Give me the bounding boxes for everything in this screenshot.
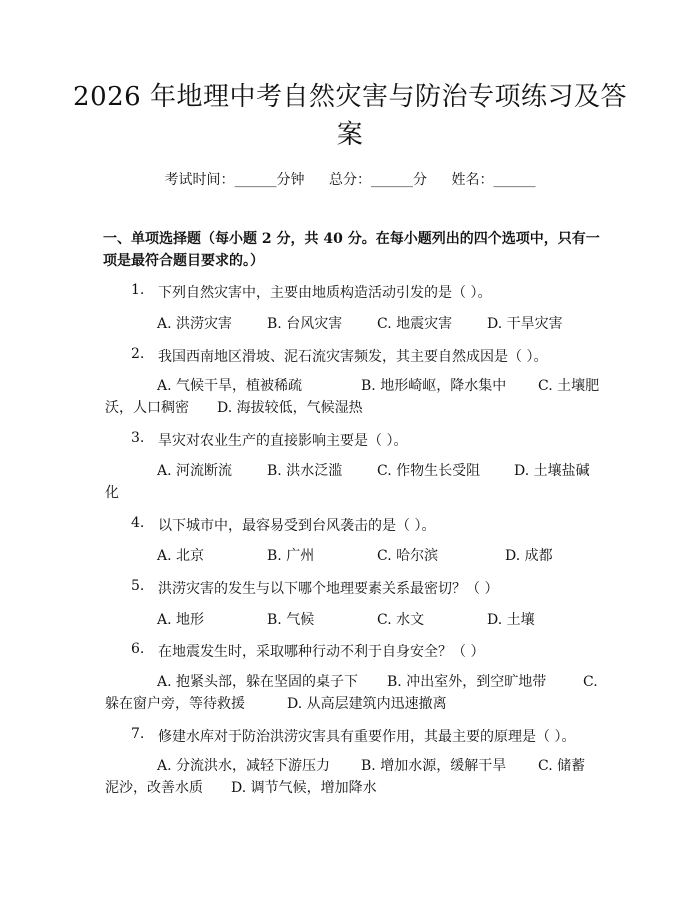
question-7-options — [105, 755, 605, 799]
question-text: 在地震发生时，采取哪种行动不利于自身安全？（ ） — [158, 644, 485, 660]
option-a: A. 气候干旱，植被稀疏 — [157, 378, 303, 394]
option-c: C. 土壤肥 — [538, 378, 600, 394]
option-b: B. 洪水泛滥 — [267, 463, 343, 479]
option-c: C. — [583, 674, 598, 690]
question-6-options — [105, 671, 605, 715]
question-number: 4. — [131, 515, 145, 531]
option-c: C. 哈尔滨 — [377, 548, 439, 564]
question-text: 我国西南地区滑坡、泥石流灾害频发，其主要自然成因是（ ）。 — [158, 349, 548, 365]
option-c: C. 储蓄 — [538, 758, 586, 774]
question-number: 6. — [131, 641, 145, 657]
question-number: 7. — [131, 726, 145, 742]
option-d: D. 成都 — [505, 548, 553, 564]
option-d: D. 从高层建筑内迅速撤离 — [287, 696, 447, 712]
exam-time: 考试时间：______分钟 — [164, 172, 305, 188]
option-b: B. 冲出室外，到空旷地带 — [387, 674, 547, 690]
option-a: A. 河流断流 — [157, 463, 233, 479]
option-d: D. 土壤 — [487, 612, 535, 628]
question-number: 2. — [131, 346, 145, 362]
option-c: C. 作物生长受阻 — [377, 463, 481, 479]
option-d: D. 海拔较低，气候湿热 — [217, 400, 363, 416]
question-4-options — [105, 545, 605, 567]
question-text: 旱灾对农业生产的直接影响主要是（ ）。 — [158, 433, 408, 449]
option-b: B. 广州 — [267, 548, 315, 564]
question-text: 以下城市中，最容易受到台风袭击的是（ ）。 — [158, 518, 436, 534]
question-2-options — [105, 375, 605, 419]
option-b: B. 气候 — [267, 612, 315, 628]
exam-total-score: 总分：______分 — [329, 172, 427, 188]
student-name: 姓名：______ — [451, 172, 536, 188]
question-3-options — [105, 460, 605, 504]
document-title: 2026 年地理中考自然灾害与防治专项练习及答案 — [73, 82, 627, 150]
option-a: A. 地形 — [157, 612, 205, 628]
question-1-options — [105, 313, 605, 335]
option-d: D. 干旱灾害 — [487, 316, 563, 332]
option-c-continued: 躲在窗户旁，等待救援 — [105, 696, 245, 712]
option-d: D. 土壤盐碱 — [514, 463, 590, 479]
option-c-continued: 沃，人口稠密 — [105, 400, 189, 416]
option-c: C. 地震灾害 — [377, 316, 453, 332]
question-text: 下列自然灾害中，主要由地质构造活动引发的是（ ）。 — [158, 285, 492, 301]
option-a: A. 抱紧头部，躲在坚固的桌子下 — [157, 674, 359, 690]
option-a: A. 分流洪水，减轻下游压力 — [157, 758, 331, 774]
option-d: D. 调节气候，增加降水 — [231, 780, 377, 796]
question-5-options — [105, 609, 605, 631]
question-number: 5. — [131, 578, 145, 594]
question-number: 3. — [131, 430, 145, 446]
exam-meta — [0, 169, 700, 189]
option-a: A. 洪涝灾害 — [157, 316, 233, 332]
option-c: C. 水文 — [377, 612, 425, 628]
option-c-continued: 泥沙，改善水质 — [105, 780, 203, 796]
option-b: B. 地形崎岖，降水集中 — [361, 378, 507, 394]
option-d-continued: 化 — [105, 485, 119, 501]
section-heading: 一、单项选择题（每小题 2 分，共 40 分。在每小题列出的四个选项中，只有一项是最符合题目要求的。） — [103, 231, 600, 269]
option-b: B. 增加水源，缓解干旱 — [361, 758, 507, 774]
question-text: 修建水库对于防治洪涝灾害具有重要作用，其最主要的原理是（ ）。 — [158, 729, 576, 745]
question-text: 洪涝灾害的发生与以下哪个地理要素关系最密切？（ ） — [158, 581, 499, 597]
option-a: A. 北京 — [157, 548, 205, 564]
option-b: B. 台风灾害 — [267, 316, 343, 332]
question-number: 1. — [131, 282, 145, 298]
